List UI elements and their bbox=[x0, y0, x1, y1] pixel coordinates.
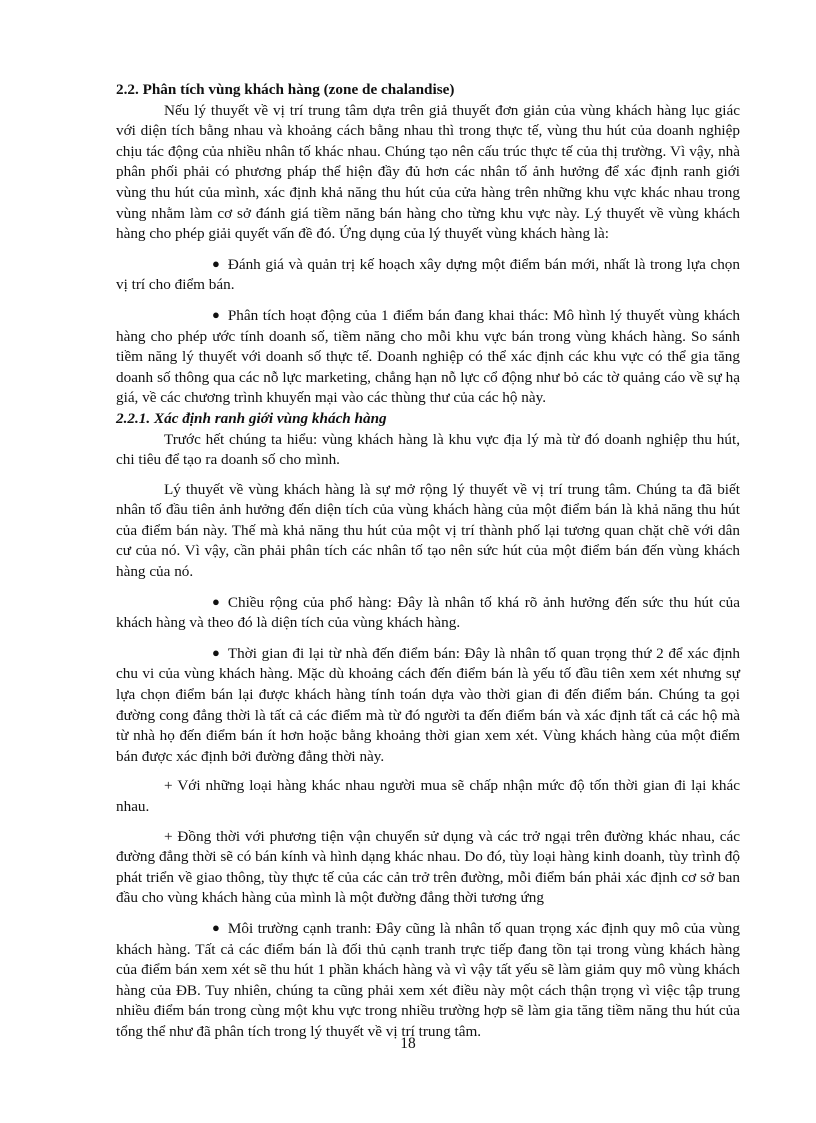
theory-paragraph: Lý thuyết về vùng khách hàng là sự mở rộng lý thuyết về vị trí trung tâm. Chúng ta đã biết nhân tố đầu tiên ảnh hưởng đến diện tích của vùng khách hàng của một điểm bán là khả năng thu hút của điểm bán này. Thế mà khả năng thu hút của một vị trí thành phố lại tương quan chặt chẽ với dân cư của nó. Vì vậy, cần phải phân tích các nhân tố tạo nên sức hút của một điểm bán đến vùng khách hàng của nó. bbox=[116, 480, 740, 581]
bullet-text: Đánh giá và quản trị kế hoạch xây dựng một điểm bán mới, nhất là trong lựa chọn vị trí cho điểm bán. bbox=[116, 255, 740, 294]
bullet-icon: ● bbox=[212, 593, 220, 609]
bullet-text: Thời gian đi lại từ nhà đến điểm bán: Đây là nhân tố quan trọng thứ 2 để xác định chu vi của vùng khách hàng. Mặc dù khoảng cách đến điểm bán là yếu tố đầu tiên xem xét nhưng sự lựa chọn điểm bán lại được khách hàng tính toán dựa vào thời gian đi đến điểm bán. Chúng ta gọi đường cong đẳng thời là tất cả các điểm mà từ đó người ta đến điểm bán và xác định tất cả các hộ mà từ nhà họ đến điểm bán ít hơn hoặc bằng khoảng thời gian xem xét. Vùng khách hàng của một điểm bán được xác định bởi đường đẳng thời này. bbox=[116, 644, 740, 765]
note-transport: + Đồng thời với phương tiện vận chuyển sử dụng và các trở ngại trên đường khác nhau, các đường đẳng thời sẽ có bán kính và hình dạng khác nhau. Do đó, tùy loại hàng kinh doanh, tùy trình độ phát triển về giao thông, tùy thực tế của các cản trở trên đường, mỗi điểm bán phải xác định cơ sở ban đầu cho vùng khách hàng của mình là một đường đẳng thời tương ứng bbox=[116, 827, 740, 907]
bullet-text: Chiều rộng của phổ hàng: Đây là nhân tố khá rõ ảnh hưởng đến sức thu hút của khách hàng và theo đó là diện tích của vùng khách hàng. bbox=[116, 593, 740, 632]
bullet-application-2 bbox=[116, 305, 740, 409]
page-number: 18 bbox=[400, 1035, 416, 1052]
bullet-factor-travel-time bbox=[116, 643, 740, 768]
bullet-icon: ● bbox=[212, 644, 220, 660]
bullet-icon: ● bbox=[212, 306, 220, 322]
definition-paragraph: Trước hết chúng ta hiểu: vùng khách hàng là khu vực địa lý mà từ đó doanh nghiệp thu hút, chi tiêu để tạo ra doanh số cho mình. bbox=[116, 430, 740, 469]
bullet-factor-competition bbox=[116, 918, 740, 1043]
note-goods-types: + Với những loại hàng khác nhau người mua sẽ chấp nhận mức độ tốn thời gian đi lại khác nhau. bbox=[116, 777, 740, 815]
bullet-application-1 bbox=[116, 254, 740, 296]
bullet-text: Môi trường cạnh tranh: Đây cũng là nhân tố quan trọng xác định quy mô của vùng khách hàng. Tất cả các điểm bán là đối thủ cạnh tranh trực tiếp đang tồn tại trong vùng khách hàng của điểm bán xem xét sẽ thu hút 1 phần khách hàng và vì vậy tất yếu sẽ làm giảm quy mô vùng khách hàng của ĐB. Tuy nhiên, chúng ta cũng phải xem xét điều này một cách thận trọng vì việc tập trung nhiều điểm bán trong cùng một khu vực trong nhiều trường hợp sẽ làm gia tăng tiềm năng thu hút của tổng thể như đã phân tích trong lý thuyết về vị trí trung tâm. bbox=[116, 919, 740, 1040]
bullet-icon: ● bbox=[212, 255, 220, 271]
bullet-factor-assortment bbox=[116, 592, 740, 634]
bullet-text: Phân tích hoạt động của 1 điểm bán đang khai thác: Mô hình lý thuyết vùng khách hàng cho phép ước tính doanh số, tiềm năng cho mỗi khu vực bán trong vùng khách hàng. So sánh tiềm năng lý thuyết với doanh số thực tế. Doanh nghiệp có thể xác định các khu vực có thể gia tăng doanh số thông qua các nỗ lực marketing, chẳng hạn nỗ lực cổ động như bỏ các tờ quảng cáo về sự hạ giá, về các chương trình khuyến mại vào các thùng thư của các hộ này. bbox=[116, 306, 740, 407]
intro-paragraph: Nếu lý thuyết về vị trí trung tâm dựa trên giả thuyết đơn giản của vùng khách hàng lục giác với diện tích bằng nhau và khoảng cách bằng nhau thì trong thực tế, vùng thu hút của doanh nghiệp chịu tác động của nhiều nhân tố khác nhau. Chúng tạo nên cấu trúc thực tế của thị trường. Vì vậy, nhà phân phối phải có phương pháp thể hiện đầy đủ hơn các nhân tố ảnh hưởng để xác định ranh giới vùng thu hút của mình, xác định khả năng thu hút của cửa hàng trên những khu vực khác nhau trong vùng nhằm làm cơ sở đánh giá tiềm năng bán hàng cho từng khu vực này. Lý thuyết về vùng khách hàng cho phép giải quyết vấn đề đó. Ứng dụng của lý thuyết vùng khách hàng là: bbox=[116, 101, 740, 243]
document-page bbox=[116, 80, 740, 1043]
bullet-icon: ● bbox=[212, 919, 220, 935]
subsection-heading: 2.2.1. Xác định ranh giới vùng khách hàng bbox=[116, 409, 387, 427]
section-heading: 2.2. Phân tích vùng khách hàng (zone de chalandise) bbox=[116, 81, 455, 98]
